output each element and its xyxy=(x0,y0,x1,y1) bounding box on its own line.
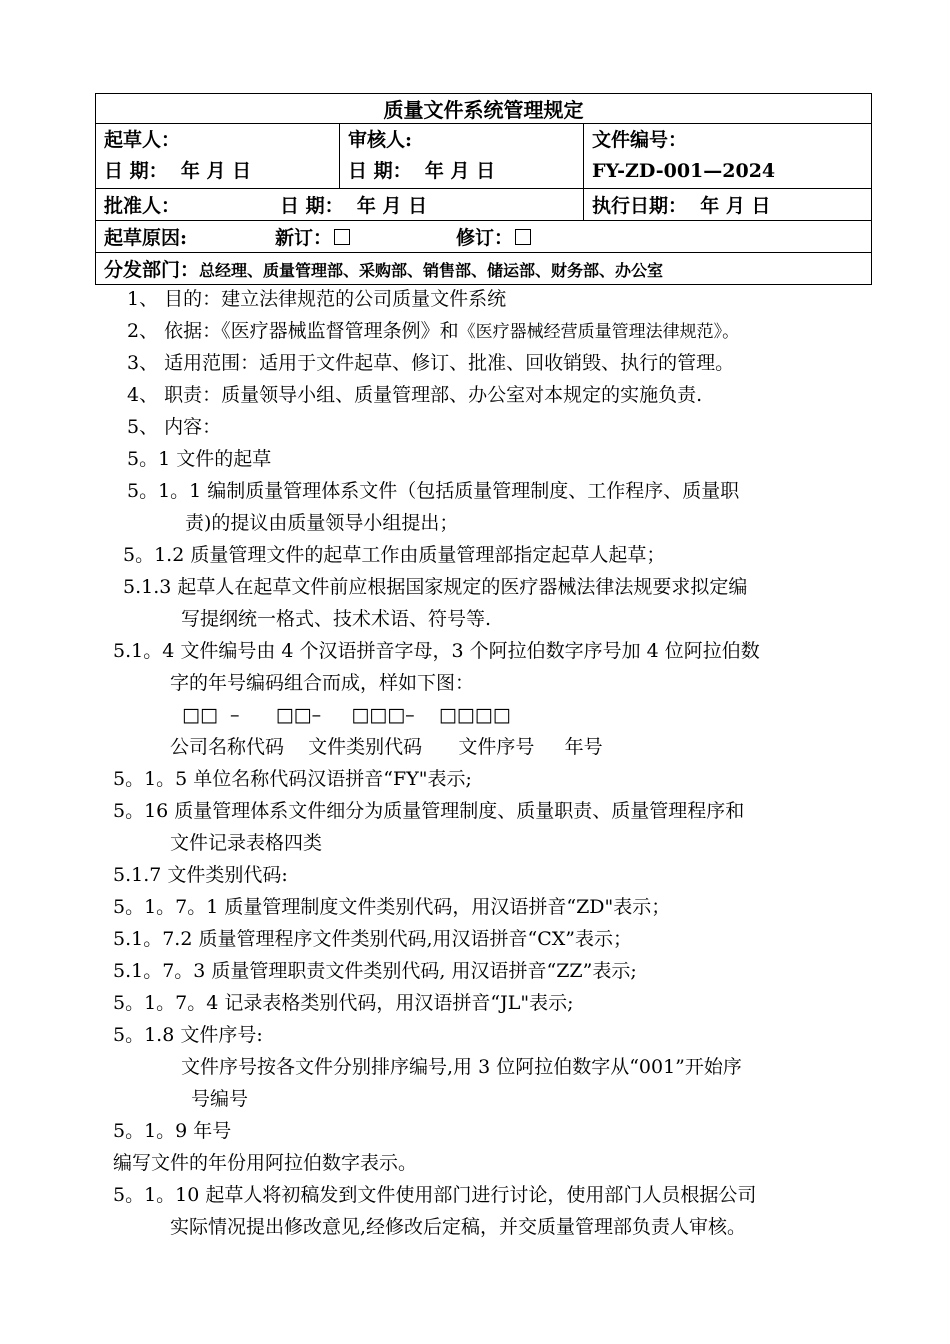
revise-checkbox[interactable] xyxy=(515,229,531,245)
section-5-1-1-cont: 责)的提议由质量领导小组提出； xyxy=(185,512,459,534)
date-label: 日 期： xyxy=(280,195,344,217)
section-5-1-8-text: 文件序号按各文件分别排序编号,用 3 位阿拉伯数字从“001”开始序 xyxy=(181,1056,742,1078)
section-5-1-7-1: 5。1。7。1 质量管理制度文件类别代码，用汉语拼音“ZD"表示； xyxy=(113,896,671,918)
doc-no-label: 文件编号： xyxy=(592,129,688,151)
paragraph-content: 5、 内容： xyxy=(127,416,222,438)
section-5-1-3-cont: 写提纲统一格式、技术术语、符号等. xyxy=(181,608,492,630)
reviewer-date xyxy=(348,156,575,187)
date-label: 日 期： xyxy=(348,160,412,182)
approver-cell xyxy=(96,189,584,221)
section-5-1-9: 5。1。9 年号 xyxy=(113,1120,232,1142)
section-5-1-7-2: 5.1。7.2 质量管理程序文件类别代码,用汉语拼音“CX”表示； xyxy=(113,928,633,950)
exec-date-cell xyxy=(584,189,872,221)
section-5-1-7-4: 5。1。7。4 记录表格类别代码，用汉语拼音“JL"表示; xyxy=(113,992,574,1014)
date-blank: 年 月 日 xyxy=(424,160,496,182)
section-5-1-10: 5。1。10 起草人将初稿发到文件使用部门进行讨论，使用部门人员根据公司 xyxy=(113,1184,757,1206)
date-blank: 年 月 日 xyxy=(180,160,252,182)
code-pattern-labels: 公司名称代码 文件类别代码 文件序号 年号 xyxy=(170,736,603,758)
reason-cell xyxy=(96,221,872,253)
basis-text: 2、 依据：《医疗器械监督管理条例》和 xyxy=(127,320,459,342)
section-5-1-5: 5。1。5 单位名称代码汉语拼音“FY"表示; xyxy=(113,768,472,790)
document-title: 质量文件系统管理规定 xyxy=(96,94,872,124)
dist-value: 总经理、质量管理部、采购部、销售部、储运部、财务部、办公室 xyxy=(199,261,664,280)
section-5-1-4: 5.1。4 文件编号由 4 个汉语拼音字母，3 个阿拉伯数字序号加 4 位阿拉伯数 xyxy=(113,640,760,662)
drafter-date xyxy=(104,156,331,187)
date-blank: 年 月 日 xyxy=(700,195,771,217)
section-5-1-1: 5。1。1 编制质量管理体系文件（包括质量管理制度、工作程序、质量职 xyxy=(127,480,740,502)
section-5-1-8: 5。1.8 文件序号: xyxy=(113,1024,263,1046)
section-5-1-3: 5.1.3 起草人在起草文件前应根据国家规定的医疗器械法律法规要求拟定编 xyxy=(123,576,748,598)
document-header-table xyxy=(95,93,872,285)
section-5-1: 5。1 文件的起草 xyxy=(127,448,272,470)
new-label: 新订： xyxy=(275,227,333,249)
section-5-1-6: 5。16 质量管理体系文件细分为质量管理制度、质量职责、质量管理程序和 xyxy=(113,800,745,822)
exec-date-label: 执行日期： xyxy=(592,195,688,217)
drafter-cell xyxy=(96,124,340,189)
reviewer-cell xyxy=(340,124,584,189)
section-5-1-7: 5.1.7 文件类别代码: xyxy=(113,864,288,886)
section-5-1-7-3: 5.1。7。3 质量管理职责文件类别代码, 用汉语拼音“ZZ”表示; xyxy=(113,960,637,982)
section-5-1-2: 5。1.2 质量管理文件的起草工作由质量管理部指定起草人起草； xyxy=(123,544,666,566)
basis-text-small: 《医疗器械经营质量管理法律规范》。 xyxy=(458,322,740,342)
doc-no: FY-ZD-001—2024 xyxy=(592,160,776,182)
approver-label: 批准人： xyxy=(104,195,181,217)
paragraph-purpose: 1、 目的：建立法律规范的公司质量文件系统 xyxy=(127,288,507,310)
section-5-1-8-cont: 号编号 xyxy=(191,1088,249,1110)
date-blank: 年 月 日 xyxy=(356,195,428,217)
paragraph-scope: 3、 适用范围：适用于文件起草、修订、批准、回收销毁、执行的管理。 xyxy=(127,352,735,374)
doc-no-cell xyxy=(584,124,872,189)
date-label: 日 期： xyxy=(104,160,168,182)
paragraph-basis xyxy=(127,315,739,348)
paragraph-duty: 4、 职责：质量领导小组、质量管理部、办公室对本规定的实施负责. xyxy=(127,384,703,406)
reviewer-label: 审核人: xyxy=(348,129,413,151)
section-5-1-9-text: 编写文件的年份用阿拉伯数字表示。 xyxy=(113,1152,418,1174)
section-5-1-6-cont: 文件记录表格四类 xyxy=(170,832,323,854)
reason-label: 起草原因: xyxy=(104,227,188,249)
revise-label: 修订： xyxy=(456,227,514,249)
new-checkbox[interactable] xyxy=(334,229,350,245)
drafter-label: 起草人： xyxy=(104,129,181,151)
dist-label: 分发部门： xyxy=(104,259,200,281)
code-pattern: □□ – □□– □□□– □□□□ xyxy=(182,704,511,726)
section-5-1-4-cont: 字的年号编码组合而成，样如下图： xyxy=(170,672,475,694)
section-5-1-10-cont: 实际情况提出修改意见,经修改后定稿，并交质量管理部负责人审核。 xyxy=(170,1216,747,1238)
distribution-cell xyxy=(96,253,872,285)
